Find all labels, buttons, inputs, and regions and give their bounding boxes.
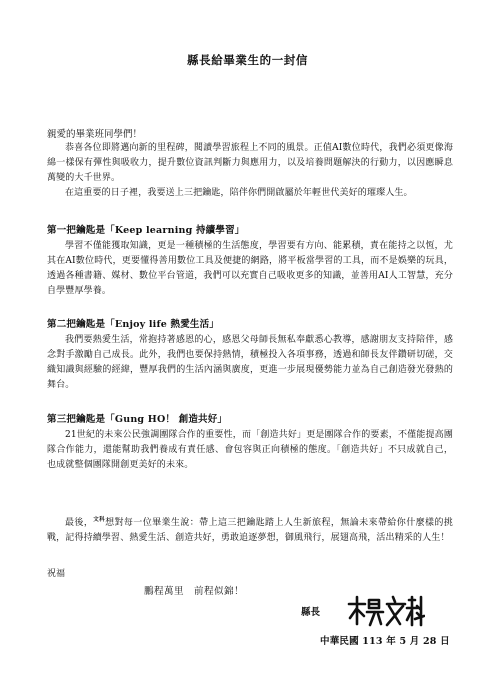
signature-title: 縣長 bbox=[301, 607, 321, 618]
closing-lead: 最後， bbox=[65, 518, 94, 528]
closing-wish: 鵬程萬里 前程似錦！ bbox=[144, 586, 245, 597]
section-1-heading: 第一把鑰匙是「Keep learning 持續學習」 bbox=[47, 225, 245, 236]
closing-body: 想對每一位畢業生說：帶上這三把鑰匙踏上人生新旅程，無論未來帶給你什麼樣的挑戰，記得持續學習、熱愛生活、創造共好，勇敢追逐夢想，御風飛行，展翅高飛，活出精采的人生！ bbox=[47, 518, 453, 543]
closing-superscript: 文科 bbox=[93, 517, 106, 523]
greeting: 親愛的畢業班同學們！ bbox=[47, 129, 143, 140]
section-3-body: 21世紀的未來公民強調團隊合作的重要性，而「創造共好」更是團隊合作的要素，不僅能提高團隊合作能力，還能幫助我們養成有責任感、會包容與正向積極的態度。「創造共好」不只成就自己，也成就整個團隊開創更美好的未來。 bbox=[47, 430, 453, 470]
section-1-body: 學習不僅能獲取知識，更是一種積極的生活態度，學習要有方向、能累積，責在能持之以恆，尤其在AI數位時代，更要懂得善用數位工具及便捷的網路，將平板當學習的工具，而不是娛樂的玩具，透過各種書籍、媒材、數位平台管道，我們可以充實自己吸收更多的知識，並善用AI人工智慧，充分自學豐厚學養。 bbox=[47, 241, 453, 296]
handwritten-signature bbox=[345, 594, 425, 628]
letter-date: 中華民國 113 年 5 月 28 日 bbox=[320, 636, 450, 647]
page-title: 縣長給畢業生的一封信 bbox=[187, 53, 308, 67]
intro-paragraph-1: 恭喜各位即將邁向新的里程碑，閱讀學習旅程上不同的風景。正值AI數位時代，我們必須更像海綿一樣保有彈性與吸收力，提升數位資訊判斷力與應用力，以及培養問題解決的行動力，以因應瞬息萬變的大千世界。 bbox=[47, 143, 453, 183]
intro-paragraph-2: 在這重要的日子裡，我要送上三把鑰匙，陪伴你們開啟屬於年輕世代美好的璀璨人生。 bbox=[65, 188, 413, 198]
section-2-heading: 第二把鑰匙是「Enjoy life 熱愛生活」 bbox=[47, 319, 220, 330]
section-2-body: 我們要熱愛生活，常抱持著感恩的心，感恩父母師長無私奉獻悉心教導，感謝朋友支持陪伴，感念對手激勵自己成長。此外，我們也要保持熱情，積極投入各項事務，透過和師長友伴鑽研切磋，交織知識與經驗的經緯，豐厚我們的生活內涵與廣度，更進一步展現優勢能力並為自己創造發光發熱的舞台。 bbox=[47, 335, 453, 390]
section-3-heading: 第三把鑰匙是「Gung HO！ 創造共好」 bbox=[47, 414, 228, 425]
closing-blessing: 祝福 bbox=[47, 569, 66, 579]
closing-paragraph bbox=[47, 513, 453, 546]
